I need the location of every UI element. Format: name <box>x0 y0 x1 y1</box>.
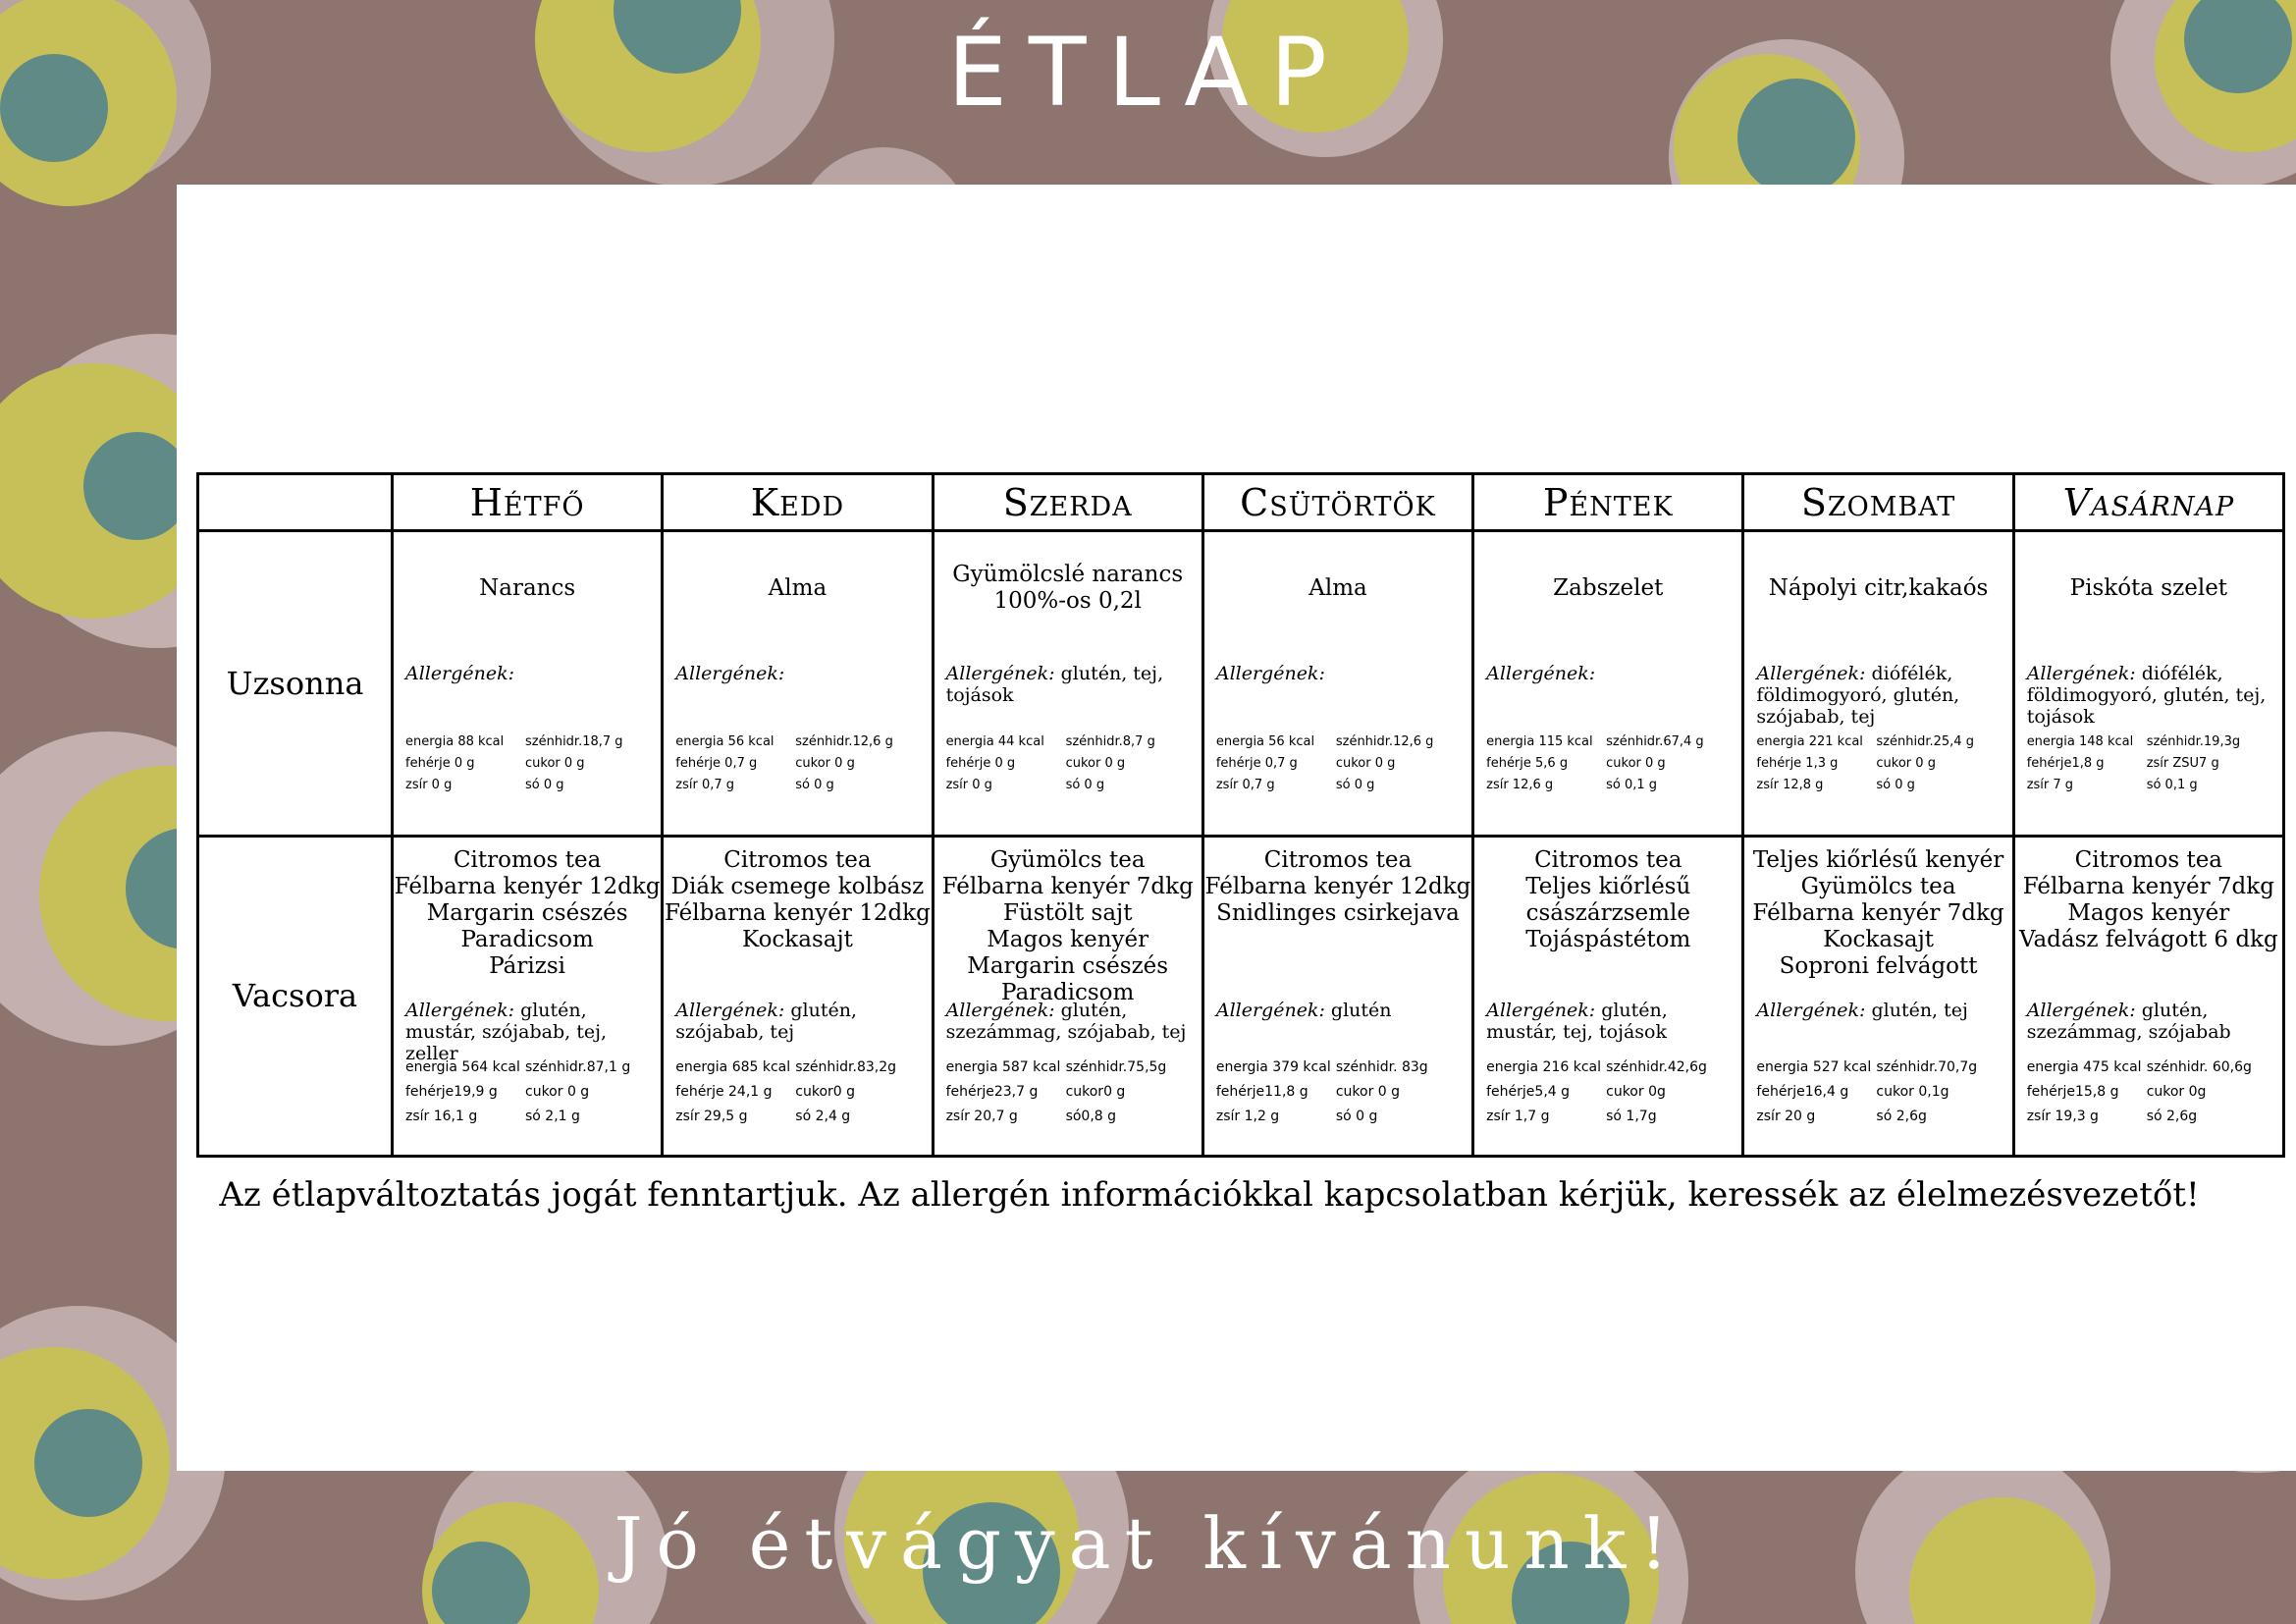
food-item: Kockasajt <box>1823 926 1934 952</box>
allergen-label: Allergének: <box>945 999 1055 1021</box>
food-item: Kockasajt <box>742 926 853 952</box>
nutrition-value: energia 564 kcal <box>405 1058 520 1075</box>
nutrition-value: só 0 g <box>1876 778 1915 793</box>
nutrition-row <box>675 1080 923 1105</box>
allergen-info <box>2015 1000 2282 1049</box>
allergen-list: diófélék, földimogyoró, glutén, szójabab, tej <box>1756 663 1960 729</box>
nutrition-info <box>405 1056 653 1129</box>
nutrition-value: szénhidr.12,6 g <box>795 734 893 750</box>
nutrition-value: só 0,1 g <box>1606 778 1658 793</box>
nutrition-row <box>405 731 653 753</box>
nutrition-value: só 0,1 g <box>2146 778 2198 793</box>
allergen-list: glutén, tej, tojások <box>945 663 1164 707</box>
nutrition-info <box>1216 731 1464 796</box>
food-item: Citromos tea <box>1263 846 1413 873</box>
allergen-label: Allergének: <box>1215 999 1325 1021</box>
allergen-info <box>934 1000 1201 1049</box>
day-header: Hétfő <box>393 474 663 531</box>
food-list <box>1474 838 1741 953</box>
nutrition-row <box>1216 775 1464 796</box>
nutrition-row <box>1486 731 1734 753</box>
food-list <box>1204 532 1471 623</box>
food-list <box>2015 532 2282 623</box>
nutrition-info <box>1486 1056 1734 1129</box>
nutrition-info <box>1756 731 2003 796</box>
nutrition-row <box>675 1105 923 1129</box>
food-list <box>1204 838 1471 927</box>
food-list <box>394 838 661 980</box>
nutrition-row <box>1756 731 2003 753</box>
allergen-label: Allergének: <box>1756 663 1866 685</box>
nutrition-value: fehérje11,8 g <box>1215 1083 1308 1100</box>
food-item: Félbarna kenyér 12dkg <box>394 873 661 899</box>
nutrition-row <box>1756 753 2003 775</box>
allergen-info <box>1744 1000 2011 1049</box>
nutrition-value: zsír 20 g <box>1756 1108 1816 1124</box>
vacsora-cell <box>1473 836 1743 1156</box>
nutrition-info <box>2027 731 2274 796</box>
food-item: Párizsi <box>489 952 566 979</box>
food-item: Tojáspástétom <box>1525 926 1691 952</box>
allergen-label: Allergének: <box>1215 663 1325 685</box>
nutrition-row <box>1756 1080 2003 1105</box>
nutrition-row <box>675 775 923 796</box>
allergen-list: glutén, szójabab, tej <box>675 999 857 1043</box>
nutrition-value: zsír 19,3 g <box>2026 1108 2099 1124</box>
nutrition-row <box>1486 775 1734 796</box>
food-item: Nápolyi citr,kakaós <box>1768 574 1989 601</box>
vacsora-cell <box>933 836 1202 1156</box>
nutrition-row <box>1486 1105 1734 1129</box>
nutrition-row <box>405 1056 653 1080</box>
uzsonna-cell <box>1743 531 2013 836</box>
nutrition-value: fehérje 0 g <box>945 756 1016 772</box>
nutrition-value: szénhidr.42,6g <box>1606 1058 1707 1075</box>
food-item: Félbarna kenyér 12dkg <box>664 899 931 926</box>
food-item: Félbarna kenyér 7dkg <box>941 873 1194 899</box>
food-item: Füstölt sajt <box>1002 899 1133 926</box>
nutrition-value: só 2,4 g <box>795 1108 851 1124</box>
header-row <box>198 474 2284 531</box>
nutrition-info <box>946 1056 1194 1129</box>
nutrition-value: cukor 0 g <box>525 756 585 772</box>
vacsora-cell <box>2013 836 2283 1156</box>
food-list <box>664 532 931 623</box>
food-item: 100%-os 0,2l <box>993 588 1142 615</box>
allergen-label: Allergének: <box>1756 999 1866 1021</box>
nutrition-row <box>946 1105 1194 1129</box>
allergen-info <box>394 663 661 712</box>
nutrition-info <box>2027 1056 2274 1129</box>
nutrition-value: zsír 0,7 g <box>1215 778 1275 793</box>
nutrition-row <box>1216 731 1464 753</box>
nutrition-value: só 1,7g <box>1606 1108 1657 1124</box>
allergen-list: diófélék, földimogyoró, glutén, tej, tojások <box>2026 663 2267 729</box>
food-list <box>1744 838 2011 980</box>
nutrition-row <box>1216 1056 1464 1080</box>
nutrition-value: zsír 1,2 g <box>1215 1108 1280 1124</box>
nutrition-info <box>1486 731 1734 796</box>
nutrition-row <box>1216 1105 1464 1129</box>
food-item: Alma <box>1308 574 1367 601</box>
nutrition-value: fehérje 24,1 g <box>675 1083 773 1100</box>
nutrition-value: fehérje23,7 g <box>945 1083 1039 1100</box>
nutrition-value: cukor 0 g <box>1335 756 1396 772</box>
nutrition-value: só 0 g <box>1065 778 1105 793</box>
nutrition-value: szénhidr.19,3g <box>2146 734 2241 750</box>
food-item: Teljes kiőrlésű <box>1525 873 1691 899</box>
page-title: ÉTLAP <box>947 18 1349 128</box>
food-item: Citromos tea <box>723 846 872 873</box>
nutrition-row <box>1756 1105 2003 1129</box>
nutrition-value: zsír 0,7 g <box>675 778 735 793</box>
food-item: Félbarna kenyér 7dkg <box>1752 899 2004 926</box>
nutrition-row <box>675 731 923 753</box>
nutrition-value: szénhidr.8,7 g <box>1065 734 1155 750</box>
nutrition-value: szénhidr.70,7g <box>1876 1058 1978 1075</box>
food-item: Citromos tea <box>453 846 602 873</box>
allergen-info <box>1744 663 2011 729</box>
food-item: Soproni felvágott <box>1779 952 1978 979</box>
nutrition-value: só 2,6g <box>2146 1108 2198 1124</box>
nutrition-row <box>405 775 653 796</box>
food-item: Snidlinges csirkejava <box>1216 899 1460 926</box>
allergen-list: glutén, mustár, szójabab, tej, zeller <box>405 999 608 1064</box>
nutrition-row <box>405 1105 653 1129</box>
vacsora-cell <box>663 836 933 1156</box>
food-item: Paradicsom <box>1001 979 1135 1005</box>
food-item: Citromos tea <box>2074 846 2223 873</box>
nutrition-value: szénhidr.12,6 g <box>1335 734 1434 750</box>
uzsonna-cell <box>933 531 1202 836</box>
row-label-uzsonna: Uzsonna <box>198 531 393 836</box>
nutrition-value: energia 475 kcal <box>2026 1058 2142 1075</box>
food-list <box>394 532 661 623</box>
uzsonna-cell <box>2013 531 2283 836</box>
nutrition-value: só 2,1 g <box>525 1108 580 1124</box>
nutrition-row <box>1486 1056 1734 1080</box>
nutrition-value: energia 685 kcal <box>675 1058 791 1075</box>
nutrition-value: fehérje 5,6 g <box>1486 756 1569 772</box>
allergen-info <box>934 663 1201 712</box>
row-label-vacsora: Vacsora <box>198 836 393 1156</box>
nutrition-value: szénhidr.87,1 g <box>525 1058 631 1075</box>
food-item: Teljes kiőrlésű kenyér <box>1752 846 2004 873</box>
allergen-info <box>394 999 661 1064</box>
nutrition-row <box>946 1056 1194 1080</box>
nutrition-row <box>946 775 1194 796</box>
nutrition-value: szénhidr.75,5g <box>1065 1058 1167 1075</box>
food-item: Margarin csészés <box>426 899 628 926</box>
nutrition-value: energia 44 kcal <box>945 734 1044 750</box>
nutrition-value: energia 56 kcal <box>675 734 774 750</box>
allergen-list: glutén, tej <box>1871 999 1968 1021</box>
nutrition-value: energia 379 kcal <box>1215 1058 1331 1075</box>
food-item: Diák csemege kolbász <box>670 873 925 899</box>
uzsonna-cell <box>1202 531 1472 836</box>
nutrition-row <box>1756 775 2003 796</box>
food-list <box>664 838 931 953</box>
food-item: Paradicsom <box>460 926 594 952</box>
nutrition-row <box>2027 1105 2274 1129</box>
nutrition-row <box>1486 1080 1734 1105</box>
food-item: Félbarna kenyér 7dkg <box>2022 873 2274 899</box>
nutrition-info <box>1756 1056 2003 1129</box>
nutrition-value: cukor 0 g <box>525 1083 590 1100</box>
nutrition-value: fehérje 1,3 g <box>1756 756 1839 772</box>
nutrition-value: cukor 0g <box>1606 1083 1666 1100</box>
nutrition-value: zsír 1,7 g <box>1486 1108 1550 1124</box>
nutrition-value: zsír 16,1 g <box>405 1108 478 1124</box>
allergen-label: Allergének: <box>405 999 515 1021</box>
nutrition-value: só 2,6g <box>1876 1108 1927 1124</box>
day-header: Kedd <box>663 474 933 531</box>
nutrition-value: szénhidr.18,7 g <box>525 734 623 750</box>
allergen-label: Allergének: <box>2026 999 2136 1021</box>
nutrition-value: energia 216 kcal <box>1486 1058 1601 1075</box>
allergen-info <box>1474 663 1741 712</box>
nutrition-row <box>946 1080 1194 1105</box>
nutrition-value: cukor 0 g <box>1606 756 1666 772</box>
allergen-info <box>1204 663 1471 712</box>
nutrition-value: só 0 g <box>525 778 564 793</box>
allergen-info <box>664 1000 931 1049</box>
nutrition-value: fehérje 0 g <box>405 756 475 772</box>
nutrition-value: szénhidr. 60,6g <box>2146 1058 2252 1075</box>
food-item: Vadász felvágott 6 dkg <box>2018 926 2278 952</box>
nutrition-value: fehérje1,8 g <box>2026 756 2105 772</box>
nutrition-value: cukor 0 g <box>1876 756 1936 772</box>
uzsonna-cell <box>393 531 663 836</box>
allergen-label: Allergének: <box>1486 999 1596 1021</box>
vacsora-cell <box>393 836 663 1156</box>
nutrition-row <box>675 1056 923 1080</box>
nutrition-value: energia 56 kcal <box>1215 734 1315 750</box>
nutrition-value: zsír 29,5 g <box>675 1108 748 1124</box>
nutrition-row <box>1486 753 1734 775</box>
nutrition-value: cukor 0,1g <box>1876 1083 1949 1100</box>
uzsonna-cell <box>1473 531 1743 836</box>
nutrition-value: fehérje5,4 g <box>1486 1083 1571 1100</box>
nutrition-value: fehérje 0,7 g <box>675 756 758 772</box>
nutrition-value: szénhidr.25,4 g <box>1876 734 1974 750</box>
food-list <box>2015 838 2282 953</box>
nutrition-value: cukor0 g <box>795 1083 856 1100</box>
uzsonna-row <box>198 531 2284 836</box>
allergen-label: Allergének: <box>675 999 785 1021</box>
allergen-list: glutén <box>1330 999 1392 1021</box>
nutrition-row <box>1216 753 1464 775</box>
nutrition-value: szénhidr. 83g <box>1335 1058 1428 1075</box>
uzsonna-cell <box>663 531 933 836</box>
nutrition-value: fehérje15,8 g <box>2026 1083 2119 1100</box>
nutrition-value: energia 221 kcal <box>1756 734 1863 750</box>
nutrition-value: energia 148 kcal <box>2026 734 2134 750</box>
allergen-label: Allergének: <box>405 663 515 685</box>
allergen-info <box>1474 1000 1741 1049</box>
food-item: Citromos tea <box>1534 846 1682 873</box>
food-item: Piskóta szelet <box>2069 574 2228 601</box>
day-header: Péntek <box>1473 474 1743 531</box>
food-item: Magos kenyér <box>2067 899 2230 926</box>
footer-note: Az étlapváltoztatás jogát fenntartjuk. Az allergén információkkal kapcsolatban kérjük, keressék az élelmezésvezetőt! <box>219 1175 2200 1215</box>
vacsora-cell <box>1202 836 1472 1156</box>
nutrition-row <box>405 753 653 775</box>
nutrition-value: energia 88 kcal <box>405 734 505 750</box>
allergen-label: Allergének: <box>945 663 1055 685</box>
nutrition-value: fehérje16,4 g <box>1756 1083 1849 1100</box>
nutrition-row <box>2027 1080 2274 1105</box>
nutrition-value: só 0 g <box>1335 778 1375 793</box>
vacsora-row <box>198 836 2284 1156</box>
food-list <box>1474 532 1741 623</box>
vacsora-cell <box>1743 836 2013 1156</box>
food-item: Alma <box>768 574 828 601</box>
nutrition-value: fehérje 0,7 g <box>1215 756 1298 772</box>
nutrition-info <box>946 731 1194 796</box>
weekly-menu-table <box>196 472 2285 1158</box>
nutrition-row <box>2027 731 2274 753</box>
allergen-info <box>664 663 931 712</box>
nutrition-info <box>1216 1056 1464 1129</box>
nutrition-row <box>1216 1080 1464 1105</box>
food-item: Gyümölcs tea <box>1800 873 1956 899</box>
day-header: Csütörtök <box>1202 474 1472 531</box>
nutrition-value: szénhidr.83,2g <box>795 1058 897 1075</box>
corner-cell <box>198 474 393 531</box>
allergen-info <box>2015 663 2282 729</box>
nutrition-row <box>2027 753 2274 775</box>
day-header: Vasárnap <box>2013 474 2283 531</box>
nutrition-value: só0,8 g <box>1065 1108 1117 1124</box>
nutrition-value: cukor0 g <box>1065 1083 1126 1100</box>
allergen-list: glutén, szezámmag, szójabab, tej <box>945 999 1187 1043</box>
day-header: Szerda <box>933 474 1202 531</box>
nutrition-value: energia 527 kcal <box>1756 1058 1872 1075</box>
nutrition-row <box>1756 1056 2003 1080</box>
nutrition-value: zsír 0 g <box>945 778 992 793</box>
nutrition-value: só 0 g <box>795 778 834 793</box>
nutrition-info <box>675 1056 923 1129</box>
food-item: császárzsemle <box>1525 899 1690 926</box>
day-header: Szombat <box>1743 474 2013 531</box>
nutrition-row <box>2027 775 2274 796</box>
allergen-info <box>1204 1000 1471 1049</box>
nutrition-row <box>2027 1056 2274 1080</box>
food-item: Margarin csészés <box>967 952 1169 979</box>
food-item: Narancs <box>479 574 576 601</box>
food-list <box>1744 532 2011 623</box>
nutrition-value: zsír 12,8 g <box>1756 778 1824 793</box>
nutrition-value: zsír 20,7 g <box>945 1108 1018 1124</box>
food-list <box>934 532 1201 623</box>
nutrition-row <box>405 1080 653 1105</box>
nutrition-info <box>405 731 653 796</box>
allergen-list: glutén, mustár, tej, tojások <box>1486 999 1668 1043</box>
nutrition-value: cukor 0 g <box>1065 756 1126 772</box>
nutrition-value: zsír 12,6 g <box>1486 778 1554 793</box>
nutrition-value: zsír 7 g <box>2026 778 2074 793</box>
nutrition-row <box>675 753 923 775</box>
nutrition-value: cukor 0g <box>2146 1083 2207 1100</box>
nutrition-value: fehérje19,9 g <box>405 1083 498 1100</box>
nutrition-value: energia 115 kcal <box>1486 734 1593 750</box>
allergen-label: Allergének: <box>1486 663 1596 685</box>
nutrition-value: cukor 0 g <box>1335 1083 1401 1100</box>
footer-greeting: Jó étvágyat kívánunk! <box>614 1502 1682 1585</box>
food-item: Gyümölcs tea <box>989 846 1146 873</box>
food-item: Félbarna kenyér 12dkg <box>1204 873 1471 899</box>
allergen-label: Allergének: <box>675 663 785 685</box>
nutrition-value: zsír 0 g <box>405 778 453 793</box>
nutrition-row <box>946 753 1194 775</box>
nutrition-value: zsír ZSU7 g <box>2146 756 2219 772</box>
allergen-list: glutén, szezámmag, szójabab <box>2026 999 2231 1043</box>
food-item: Zabszelet <box>1553 574 1664 601</box>
food-list <box>934 838 1201 1006</box>
allergen-label: Allergének: <box>2026 663 2136 685</box>
food-item: Gyümölcslé narancs <box>952 562 1184 588</box>
nutrition-value: energia 587 kcal <box>945 1058 1061 1075</box>
nutrition-info <box>675 731 923 796</box>
nutrition-value: só 0 g <box>1335 1108 1378 1124</box>
food-item: Magos kenyér <box>987 926 1149 952</box>
nutrition-row <box>946 731 1194 753</box>
nutrition-value: cukor 0 g <box>795 756 855 772</box>
nutrition-value: szénhidr.67,4 g <box>1606 734 1704 750</box>
